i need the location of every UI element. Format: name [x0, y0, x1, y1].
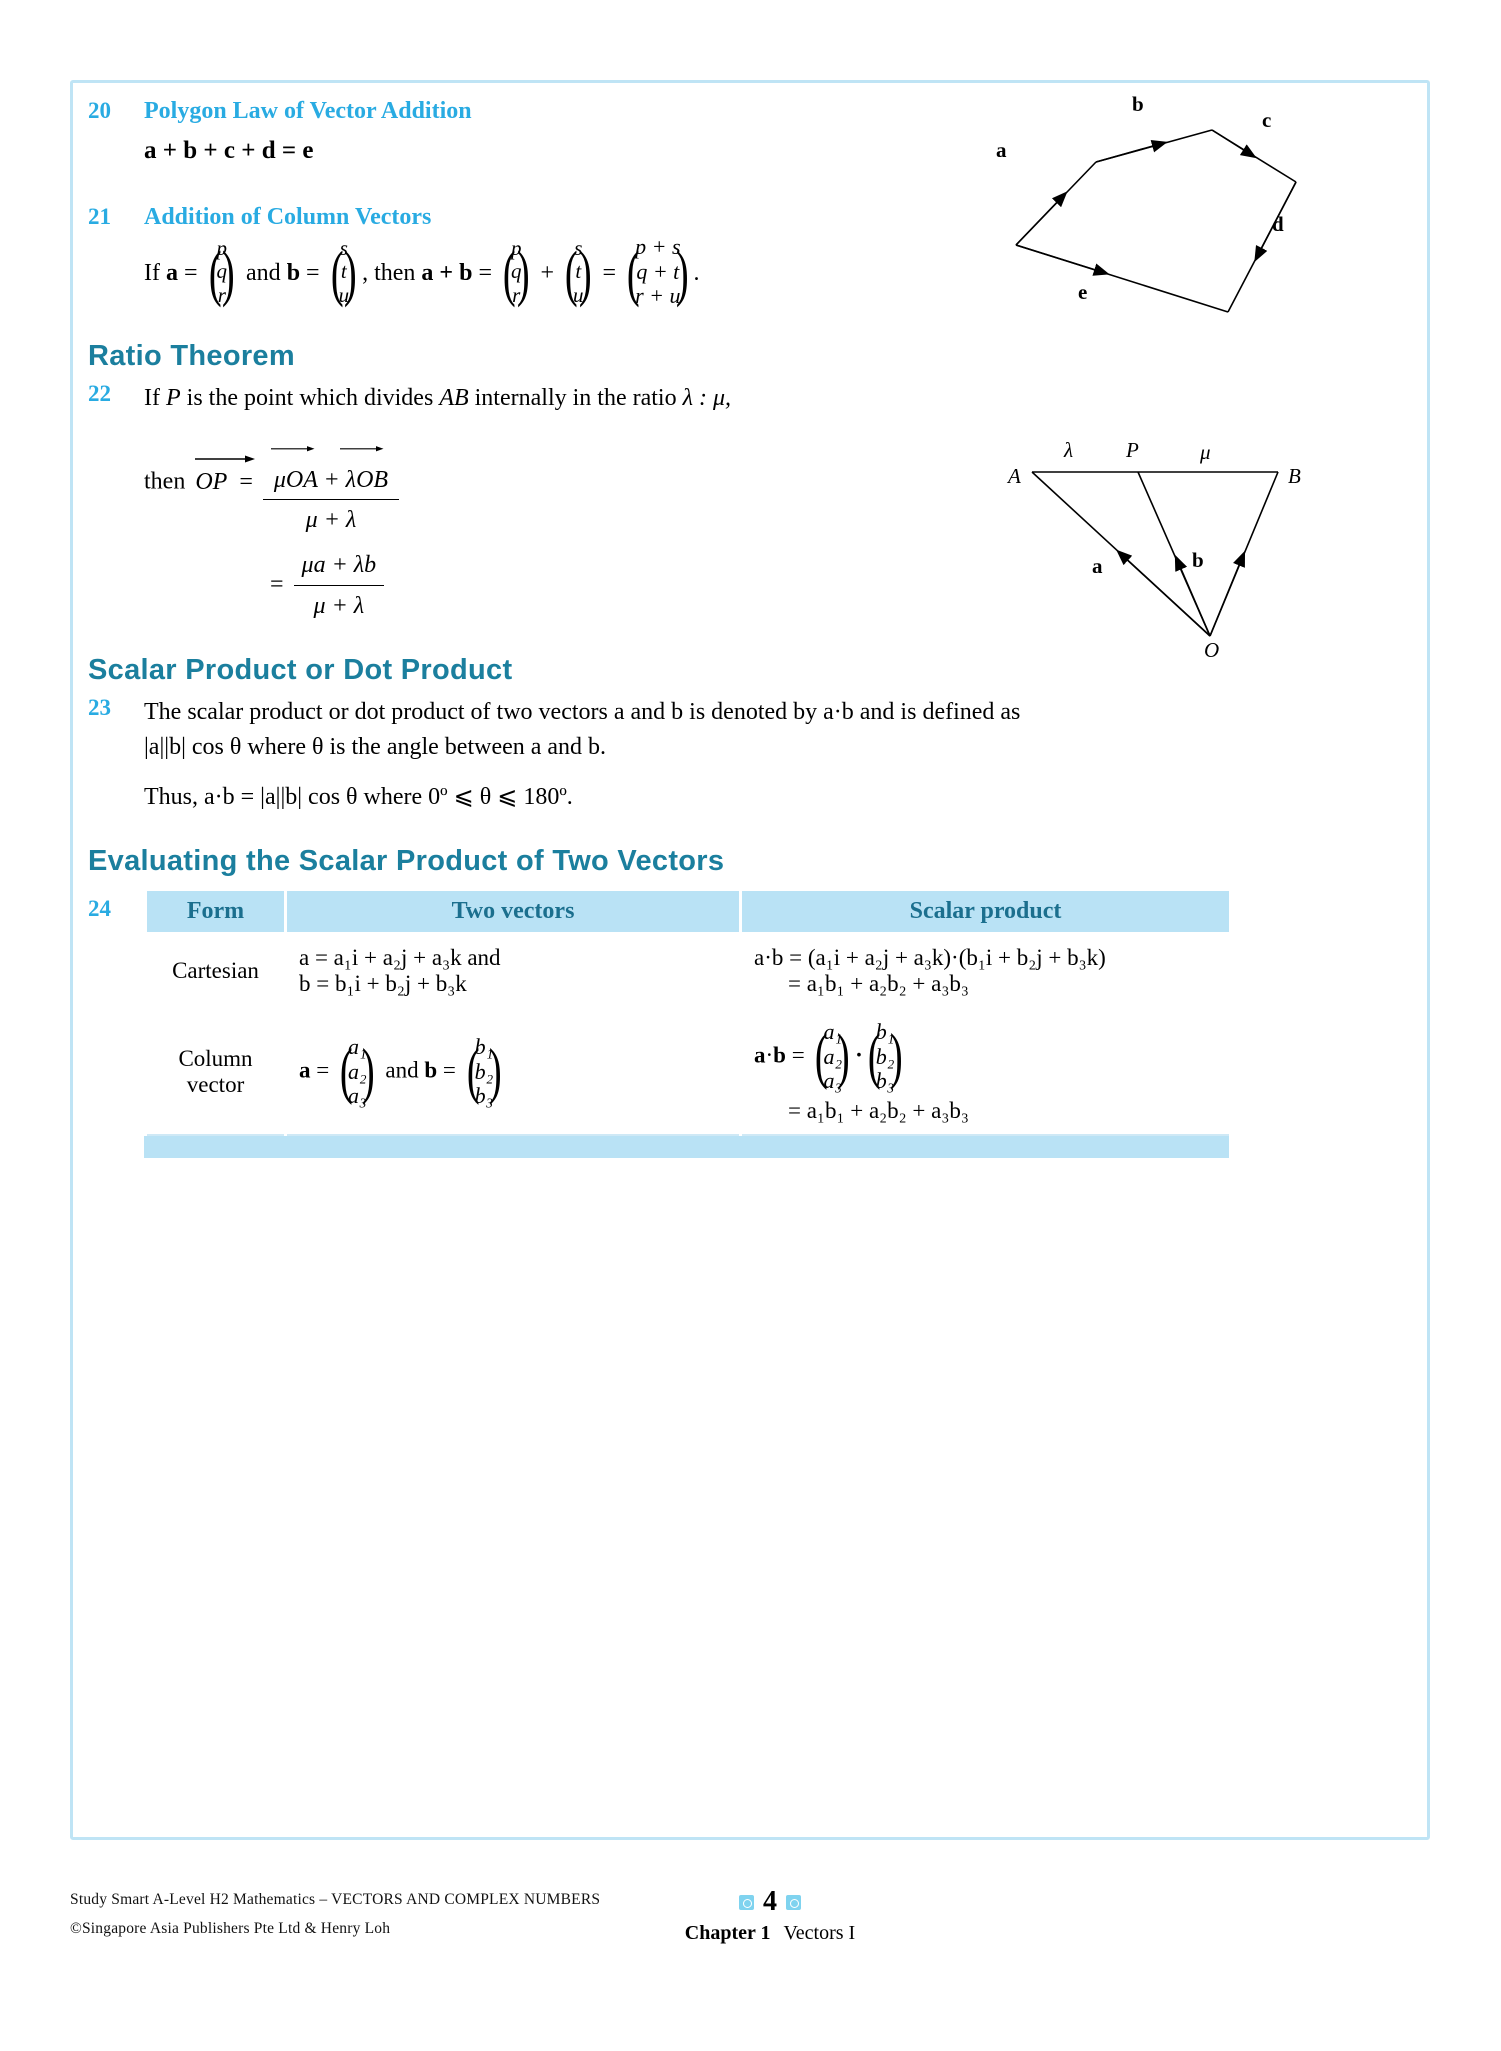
column-vector-a-table [336, 1035, 379, 1109]
item-21-and: and [246, 260, 281, 287]
cartesian-vec-line2: b = b₁i + b₂j + b₃k [299, 971, 467, 997]
tbl-b-r2: b₂ [474, 1058, 494, 1084]
i22-ratio: λ : μ, [682, 385, 732, 412]
cv-b-r3: u [338, 282, 350, 307]
cv-b2-r3: u [573, 282, 584, 307]
item-24-number: 24 [88, 896, 111, 922]
dot-a-r1: ( a₁ [823, 1019, 843, 1045]
scalar-product-table [144, 888, 1232, 1136]
vector-OP [195, 463, 227, 500]
overarrow-icon-OA [271, 445, 391, 452]
item-23-line1: The scalar product or dot product of two vectors a and b is denoted by a·b and is defined as [144, 698, 1021, 725]
ratio-diagram-svg [1010, 440, 1310, 670]
overarrow-icon [195, 454, 255, 463]
item-20-title: Polygon Law of Vector Addition [144, 98, 472, 124]
ratio-label-mu: μ [1200, 440, 1211, 464]
item-21-sum-label: a + b [421, 260, 473, 287]
polygon-label-a: a [996, 138, 1007, 162]
cv-a2-r3: r [512, 282, 521, 307]
cv-a-r2: q [216, 259, 228, 284]
item-23-number: 23 [88, 694, 111, 720]
i22-AB: AB [439, 385, 469, 412]
item-23-line3: Thus, a·b = |a||b| cos θ where 0º ⩽ θ ⩽ 180º. [144, 784, 573, 811]
i22-num2: μa + λb [294, 548, 385, 586]
dot-column-vector-b [864, 1020, 907, 1094]
cv-b-r1: ( s [339, 235, 348, 260]
dot-b-r3: b₃ [875, 1068, 895, 1094]
item-21-lead: If [144, 260, 160, 287]
dot-right-icon [786, 1895, 801, 1910]
polygon-label-c: c [1262, 108, 1272, 132]
polygon-label-e: e [1078, 280, 1088, 304]
i22-t3: internally in the ratio [474, 385, 677, 412]
section-evaluating-title: Evaluating the Scalar Product of Two Vectors [88, 845, 725, 878]
ratio-label-B: B [1288, 464, 1301, 488]
dot-b-r2: b₂ [875, 1043, 895, 1069]
ratio-label-P: P [1126, 438, 1139, 462]
polygon-diagram-svg [1010, 100, 1310, 330]
column-vector-sum [623, 235, 692, 314]
cv-b-r2: t [340, 259, 347, 284]
column-form-line1: Column [178, 1046, 253, 1072]
cartesian-vec-line1: a = a₁i + a₂j + a₃k and [299, 945, 501, 971]
column-vector-a2 [499, 237, 534, 313]
ratio-theorem-diagram [1010, 440, 1310, 670]
i22-P: P [165, 385, 181, 412]
item-21-title: Addition of Column Vectors [144, 204, 432, 230]
cv-sum-r3: r + u [635, 283, 681, 309]
row-column-scalar: a·b = ( a₁ a₂ a₃ )· ( b₁ b₂ b₃ ) = a₁b₁ + a₂b₂ + a₃b₃ [741, 1009, 1231, 1136]
item-21-eq1: = [183, 260, 198, 287]
table-bottom-bar [144, 1136, 1229, 1158]
i22-eq2: = [270, 571, 284, 598]
dot-a-r3: a₃ [823, 1068, 843, 1094]
tbl-a-r2: a₂ [347, 1058, 367, 1084]
ratio-label-lambda: λ [1064, 438, 1074, 462]
i22-t2: is the point which divides [186, 385, 434, 412]
table-header-two-vectors: Two vectors [286, 890, 741, 934]
cartesian-scalar-line2: = a₁b₁ + a₂b₂ + a₃b₃ [788, 971, 969, 997]
i22-den2: μ + λ [313, 593, 365, 620]
i22-OP: OP [195, 468, 228, 495]
item-21-a: a [165, 260, 178, 287]
section-scalar-product-title: Scalar Product or Dot Product [88, 653, 513, 686]
dot-a-r2: a₂ [823, 1043, 843, 1069]
dot-left-icon [739, 1895, 754, 1910]
footer-line-2: ©Singapore Asia Publishers Pte Ltd & Henry Loh [70, 1919, 391, 1937]
ratio-label-a: a [1092, 554, 1103, 578]
row-column-form [146, 1009, 286, 1136]
item-24 [88, 888, 1418, 1158]
polygon-law-diagram [996, 92, 1310, 330]
column-form-line2: vector [186, 1072, 245, 1098]
i22-num1: μOA + λOB [273, 466, 389, 493]
item-23-line2: |a||b| cos θ where θ is the angle between a and b. [144, 733, 607, 760]
section-ratio-theorem-title: Ratio Theorem [88, 340, 295, 373]
table-header-scalar-product: Scalar product [741, 890, 1231, 934]
footer-line-1: Study Smart A-Level H2 Mathematics – VECTORS AND COMPLEX NUMBERS [70, 1891, 601, 1908]
item-21-number: 21 [88, 204, 111, 229]
item-21-period: . [693, 260, 700, 287]
column-vector-a [205, 237, 240, 313]
tbl-a-r1: ( a₁ [347, 1034, 367, 1060]
table-row [146, 1009, 1231, 1136]
ratio-label-b: b [1192, 548, 1204, 572]
column-vector-b-table [463, 1035, 506, 1109]
table-header-form: Form [146, 890, 286, 934]
cv-sum-r1: ( p + s [635, 234, 681, 259]
row-column-two-vectors: a = ( a₁ a₂ a₃ ) and b = ( b₁ b₂ b₃ ) [286, 1009, 741, 1136]
cv-a2-r2: q [511, 259, 522, 284]
ratio-fraction-2 [294, 548, 385, 624]
page-number-row [470, 1886, 1070, 1918]
cv-a-r3: r [217, 282, 226, 307]
i22-if: If [144, 385, 160, 412]
table-row [146, 934, 1231, 1009]
item-21-eq2: = [306, 260, 320, 287]
item-21-eq3: = [478, 260, 492, 287]
i22-eq1: = [239, 468, 253, 495]
item-22-number: 22 [88, 381, 111, 407]
item-21-then: , then [362, 260, 416, 287]
item-21-b: b [286, 260, 301, 287]
row-cartesian-form: Cartesian [146, 934, 286, 1009]
dot-column-vector-a [811, 1020, 854, 1094]
dot-b-r1: ( b₁ [875, 1019, 895, 1045]
cv-b2-r2: t [575, 259, 582, 284]
item-22-statement [144, 381, 1418, 416]
polygon-label-b: b [1132, 92, 1144, 116]
tbl-b-r3: b₃ [474, 1083, 494, 1109]
cv-a2-r1: ( p [511, 235, 522, 260]
row-cartesian-two-vectors [286, 934, 741, 1009]
item-23 [88, 695, 1418, 815]
chapter-row [470, 1922, 1070, 1945]
item-20-formula: a + b + c + d = e [144, 137, 314, 164]
ratio-label-A: A [1008, 464, 1021, 488]
page-number: 4 [763, 1886, 777, 1917]
tbl-a-r3: a₃ [347, 1083, 367, 1109]
item-20-number: 20 [88, 98, 111, 123]
cartesian-scalar-line1: a·b = (a₁i + a₂j + a₃k)·(b₁i + b₂j + b₃k) [754, 945, 1106, 971]
footer-page-info [470, 1886, 1070, 1945]
chapter-title: Vectors I [783, 1922, 856, 1944]
tbl-b-r1: ( b₁ [474, 1034, 494, 1060]
cv-a-r1: ( p [216, 235, 228, 260]
row-cartesian-scalar [741, 934, 1231, 1009]
i22-den1: μ + λ [305, 507, 357, 534]
cv-sum-r2: q + t [636, 258, 680, 284]
column-scalar-result: = a₁b₁ + a₂b₂ + a₃b₃ [788, 1098, 969, 1124]
column-vector-b [327, 237, 362, 313]
cv-b2-r1: ( s [574, 235, 583, 260]
column-vector-b2 [561, 237, 596, 313]
table-header-row [146, 890, 1231, 934]
ratio-fraction-1 [263, 428, 399, 538]
item-21-plus: + [540, 260, 555, 287]
item-21-eq4: = [602, 260, 617, 287]
chapter-label: Chapter 1 [684, 1922, 771, 1944]
polygon-label-d: d [1272, 212, 1284, 236]
ratio-label-O: O [1204, 638, 1220, 662]
i22-then: then [144, 468, 186, 495]
